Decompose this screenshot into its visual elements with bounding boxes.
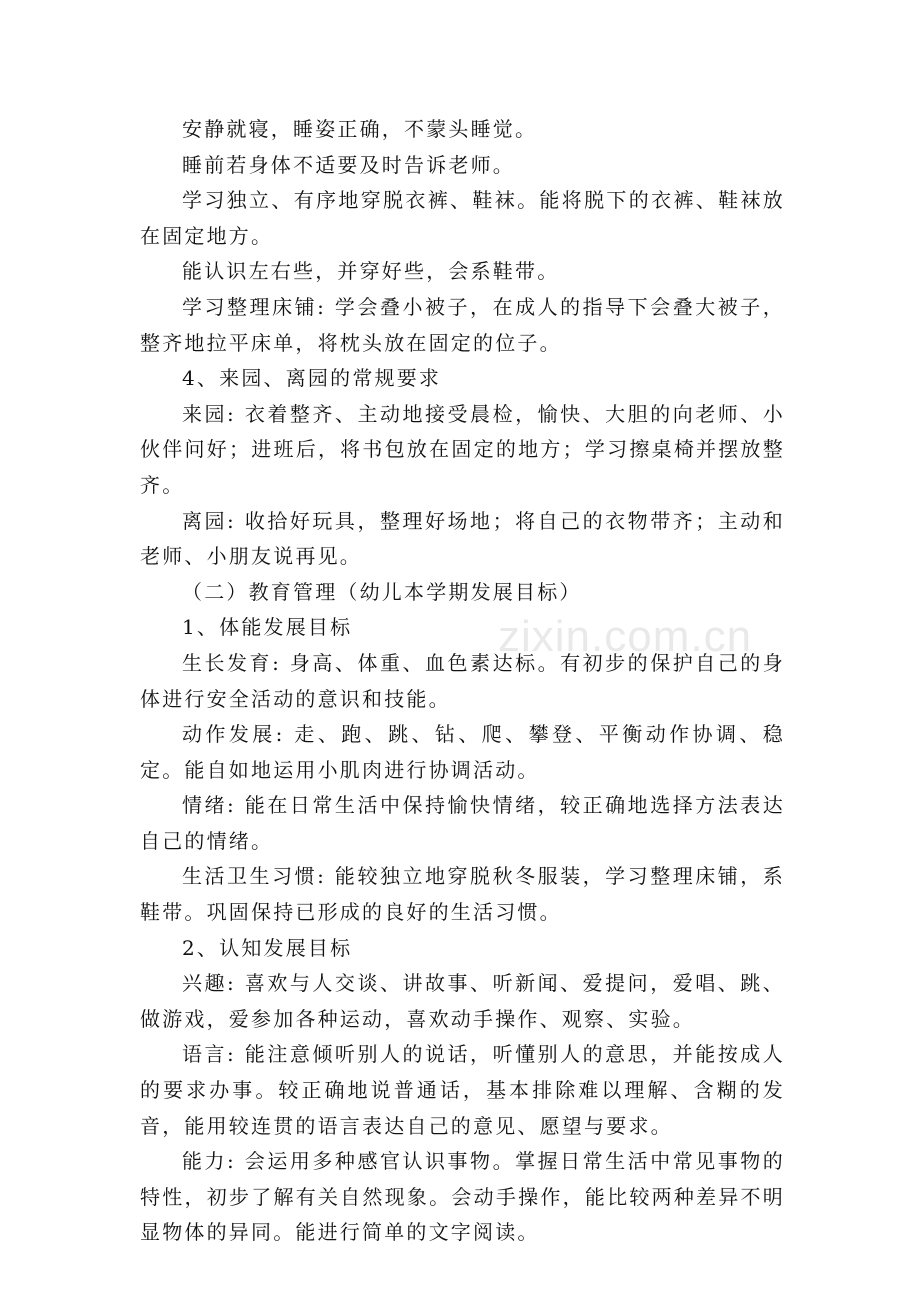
paragraph: 安静就寝，睡姿正确，不蒙头睡觉。	[182, 117, 538, 141]
paragraph: 学习整理床铺: 学会叠小被子，在成人的指导下会叠大被子，整齐地拉平床单，将枕头放在固定的位子。	[140, 294, 785, 355]
paragraph: 学习独立、有序地穿脱衣裤、鞋袜。能将脱下的衣裤、鞋袜放在固定地方。	[140, 188, 785, 248]
section-heading: 2、认知发展目标	[182, 935, 353, 960]
paragraph: 动作发展: 走、跑、跳、钻、爬、攀登、平衡动作协调、稳定。能自如地运用小肌肉进行协调活动。	[140, 722, 785, 782]
paragraph: 语言: 能注意倾听别人的说话，听懂别人的意思，并能按成人的要求办事。较正确地说普通话，基本排除难以理解、含糊的发音，能用较连贯的语言表达自己的意见、愿望与要求。	[140, 1042, 785, 1138]
paragraph: 离园: 收拾好玩具，整理好场地；将自己的衣物带齐；主动和老师、小朋友说再见。	[140, 508, 785, 569]
paragraph: 生活卫生习惯: 能较独立地穿脱秋冬服装，学习整理床铺，系鞋带。巩固保持已形成的良好的生活习惯。	[140, 864, 785, 925]
paragraph: 能力: 会运用多种感官认识事物。掌握日常生活中常见事物的特性，初步了解有关自然现象。会动手操作，能比较两种差异不明显物体的异同。能进行简单的文字阅读。	[140, 1149, 785, 1245]
paragraph: 能认识左右些，并穿好些，会系鞋带。	[182, 259, 560, 284]
document-body	[140, 112, 785, 1251]
paragraph: 情绪: 能在日常生活中保持愉快情绪，较正确地选择方法表达自己的情绪。	[140, 793, 785, 853]
watermark: zixin.com.cn	[498, 612, 753, 661]
section-heading: 1、体能发展目标	[182, 615, 353, 640]
paragraph: 生长发育: 身高、体重、血色素达标。有初步的保护自己的身体进行安全活动的意识和技能。	[140, 650, 785, 711]
section-heading: 4、来园、离园的常规要求	[182, 366, 442, 391]
paragraph: 来园: 衣着整齐、主动地接受晨检，愉快、大胆的向老师、小伙伴问好；进班后，将书包放在固定的地方；学习擦桌椅并摆放整齐。	[140, 401, 785, 497]
paragraph: 兴趣: 喜欢与人交谈、讲故事、听新闻、爱提问，爱唱、跳、做游戏，爱参加各种运动，喜欢动手操作、观察、实验。	[140, 971, 785, 1031]
paragraph: 睡前若身体不适要及时告诉老师。	[182, 152, 515, 177]
section-heading: （二）教育管理（幼儿本学期发展目标）	[182, 579, 582, 604]
